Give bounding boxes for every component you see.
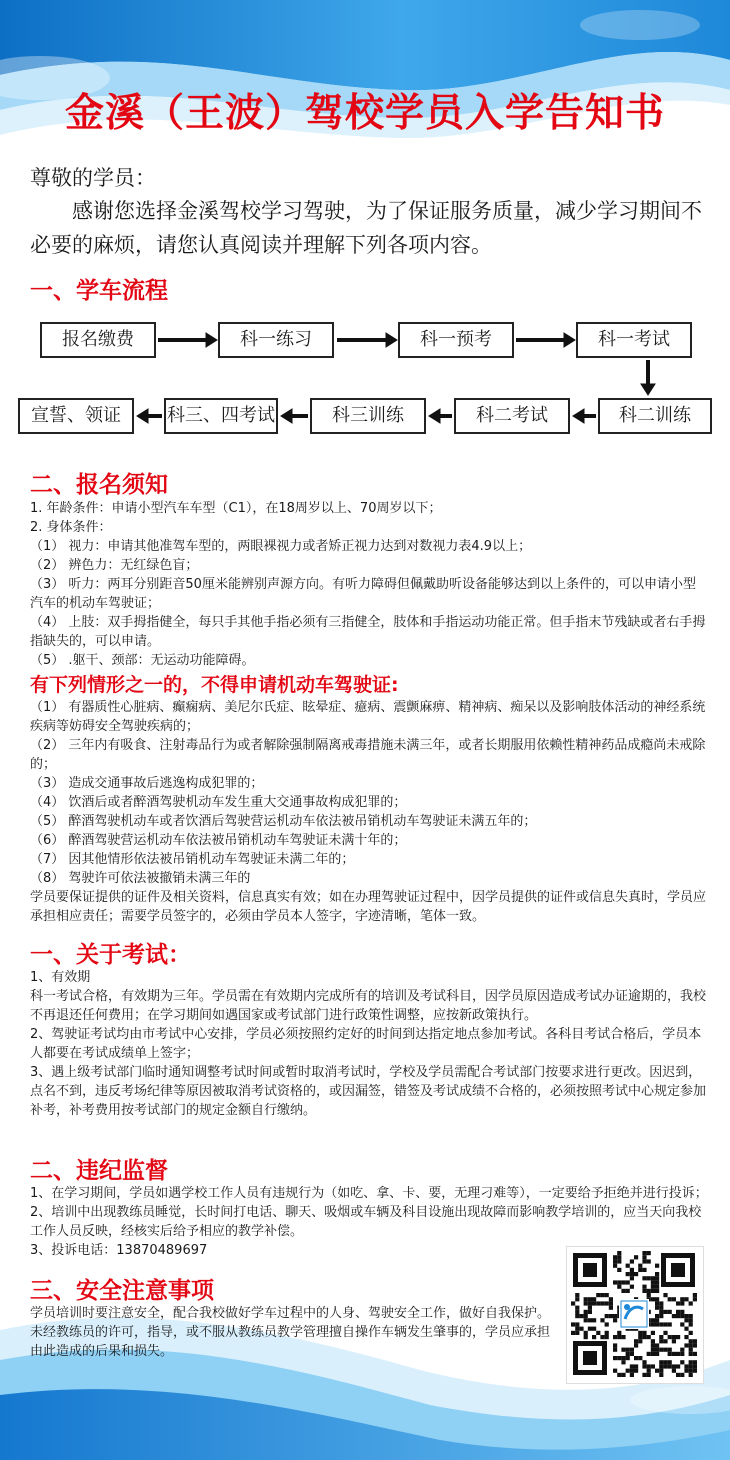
arrow-left-icon	[281, 409, 308, 423]
list-item: （6） 醉酒驾驶营运机动车依法被吊销机动车驾驶证未满十年的；	[30, 833, 407, 848]
safety-text: 学员培训时要注意安全，配合我校做好学车过程中的人身、驾驶安全工作，做好自我保护。未经教练员的许可，指导，或不服从教练员教学管理擅自操作车辆发生肇事的，学员应承担由此造成的后果和损失。	[30, 1306, 551, 1359]
note-line: 2、培训中出现教练员睡觉，长时间打电话、聊天、吸烟或车辆及科目设施出现故障而影响教学培训的，应当天向我校工作人员反映，经核实后给予相应的教学补偿。	[30, 1205, 702, 1239]
flow-step-subject1-practice: 科一练习	[218, 322, 334, 358]
note-line: （5） .躯干、颈部：无运动功能障碍。	[30, 653, 255, 668]
note-line: 2. 身体条件：	[30, 520, 112, 535]
intro-paragraph: 感谢您选择金溪驾校学习驾驶，为了保证服务质量，减少学习期间不必要的麻烦，请您认真阅读并理解下列各项内容。	[30, 199, 702, 257]
list-item: （1） 有器质性心脏病、癫痫病、美尼尔氏症、眩晕症、癔病、震颤麻痹、精神病、痴呆以及影响肢体活动的神经系统疾病等妨碍安全驾驶疾病的；	[30, 700, 706, 734]
note-line: （4） 上肢：双手拇指健全，每只手其他手指必须有三指健全，肢体和手指运动功能正常。但手指末节残缺或者右手拇指缺失的，可以申请。	[30, 615, 706, 649]
flow-step-subject1-exam: 科一考试	[576, 322, 692, 358]
complaint-phone: 3、投诉电话：13870489697	[30, 1243, 208, 1258]
note-line: 1、有效期	[30, 970, 91, 985]
note-line: （1） 视力：申请其他准驾车型的，两眼裸视力或者矫正视力达到对数视力表4.9以上；	[30, 539, 532, 554]
note-line: （2） 辨色力：无红绿色盲；	[30, 558, 199, 573]
registration-notes	[30, 499, 708, 670]
note-line: 2、驾驶证考试均由市考试中心安排，学员必须按照约定好的时间到达指定地点参加考试。各科目考试合格后，学员本人都要在考试成绩单上签字；	[30, 1027, 702, 1061]
disqualify-list	[30, 698, 708, 926]
flow-step-register: 报名缴费	[40, 322, 156, 358]
section-heading-registration: 二、报名须知	[30, 472, 168, 498]
note-line: 1. 年龄条件：申请小型汽车车型（C1），在18周岁以上、70周岁以下；	[30, 501, 442, 516]
arrow-down-icon	[641, 360, 655, 395]
flow-step-subject1-pretest: 科一预考	[398, 322, 514, 358]
section-heading-flow: 一、学车流程	[30, 278, 168, 304]
flow-step-subject3-training: 科三训练	[310, 398, 426, 434]
flow-step-subject2-training: 科二训练	[598, 398, 712, 434]
note-line: 1、在学习期间，学员如遇学校工作人员有违规行为（如吃、拿、卡、要，无理刁难等），一定要给予拒绝并进行投诉；	[30, 1186, 708, 1201]
disqualify-heading: 有下列情形之一的，不得申请机动车驾驶证:	[30, 674, 399, 696]
list-item: （7） 因其他情形依法被吊销机动车驾驶证未满二年的；	[30, 852, 355, 867]
arrow-right-icon	[337, 333, 397, 347]
qr-code-icon	[566, 1246, 704, 1384]
arrow-left-icon	[137, 409, 162, 423]
arrow-right-icon	[516, 333, 575, 347]
list-item: （3） 造成交通事故后逃逸构成犯罪的；	[30, 776, 264, 791]
arrow-left-icon	[573, 409, 596, 423]
school-logo-icon	[621, 1301, 647, 1327]
flow-step-subject2-exam: 科二考试	[454, 398, 570, 434]
flow-step-subject3-4-exam: 科三、四考试	[164, 398, 278, 434]
list-item: （8） 驾驶许可依法被撤销未满三年的	[30, 871, 251, 886]
list-item: （4） 饮酒后或者醉酒驾驶机动车发生重大交通事故构成犯罪的；	[30, 795, 407, 810]
flow-step-oath-license: 宣誓、领证	[18, 398, 134, 434]
section-heading-safety: 三、安全注意事项	[30, 1278, 214, 1304]
section-heading-discipline: 二、违纪监督	[30, 1158, 168, 1184]
arrow-left-icon	[429, 409, 452, 423]
arrow-right-icon	[158, 333, 217, 347]
note-line: （3） 听力：两耳分别距音50厘米能辨别声源方向。有听力障碍但佩戴助听设备能够达到以上条件的，可以申请小型汽车的机动车驾驶证；	[30, 577, 696, 611]
page-title: 金溪（王波）驾校学员入学告知书	[64, 91, 665, 136]
flow-arrows	[0, 0, 730, 460]
list-item: （2） 三年内有吸食、注射毒品行为或者解除强制隔离戒毒措施未满三年，或者长期服用依赖性精神药品成瘾尚未戒除的；	[30, 738, 706, 772]
exam-notes	[30, 968, 708, 1120]
list-item: 学员要保证提供的证件及相关资料，信息真实有效；如在办理驾驶证过程中，因学员提供的证件或信息失真时，学员应承担相应责任；需要学员签字的，必须由学员本人签字，字迹清晰，笔体一致。	[30, 890, 707, 924]
note-line: 科一考试合格，有效期为三年。学员需在有效期内完成所有的培训及考试科目，因学员原因造成考试办证逾期的，我校不再退还任何费用；在学习期间如遇国家或考试部门进行政策性调整，应按新政策执行。	[30, 989, 707, 1023]
note-line: 3、遇上级考试部门临时通知调整考试时间或暂时取消考试时，学校及学员需配合考试部门按要求进行更改。因迟到，点名不到，违反考场纪律等原因被取消考试资格的，或因漏签，错签及考试成绩不合格的，必须按照考试中心规定参加补考，补考费用按考试部门的规定金额自行缴纳。	[30, 1065, 707, 1118]
section-heading-exam: 一、关于考试：	[30, 942, 191, 968]
greeting: 尊敬的学员：	[30, 166, 156, 190]
list-item: （5） 醉酒驾驶机动车或者饮酒后驾驶营运机动车依法被吊销机动车驾驶证未满五年的；	[30, 814, 537, 829]
